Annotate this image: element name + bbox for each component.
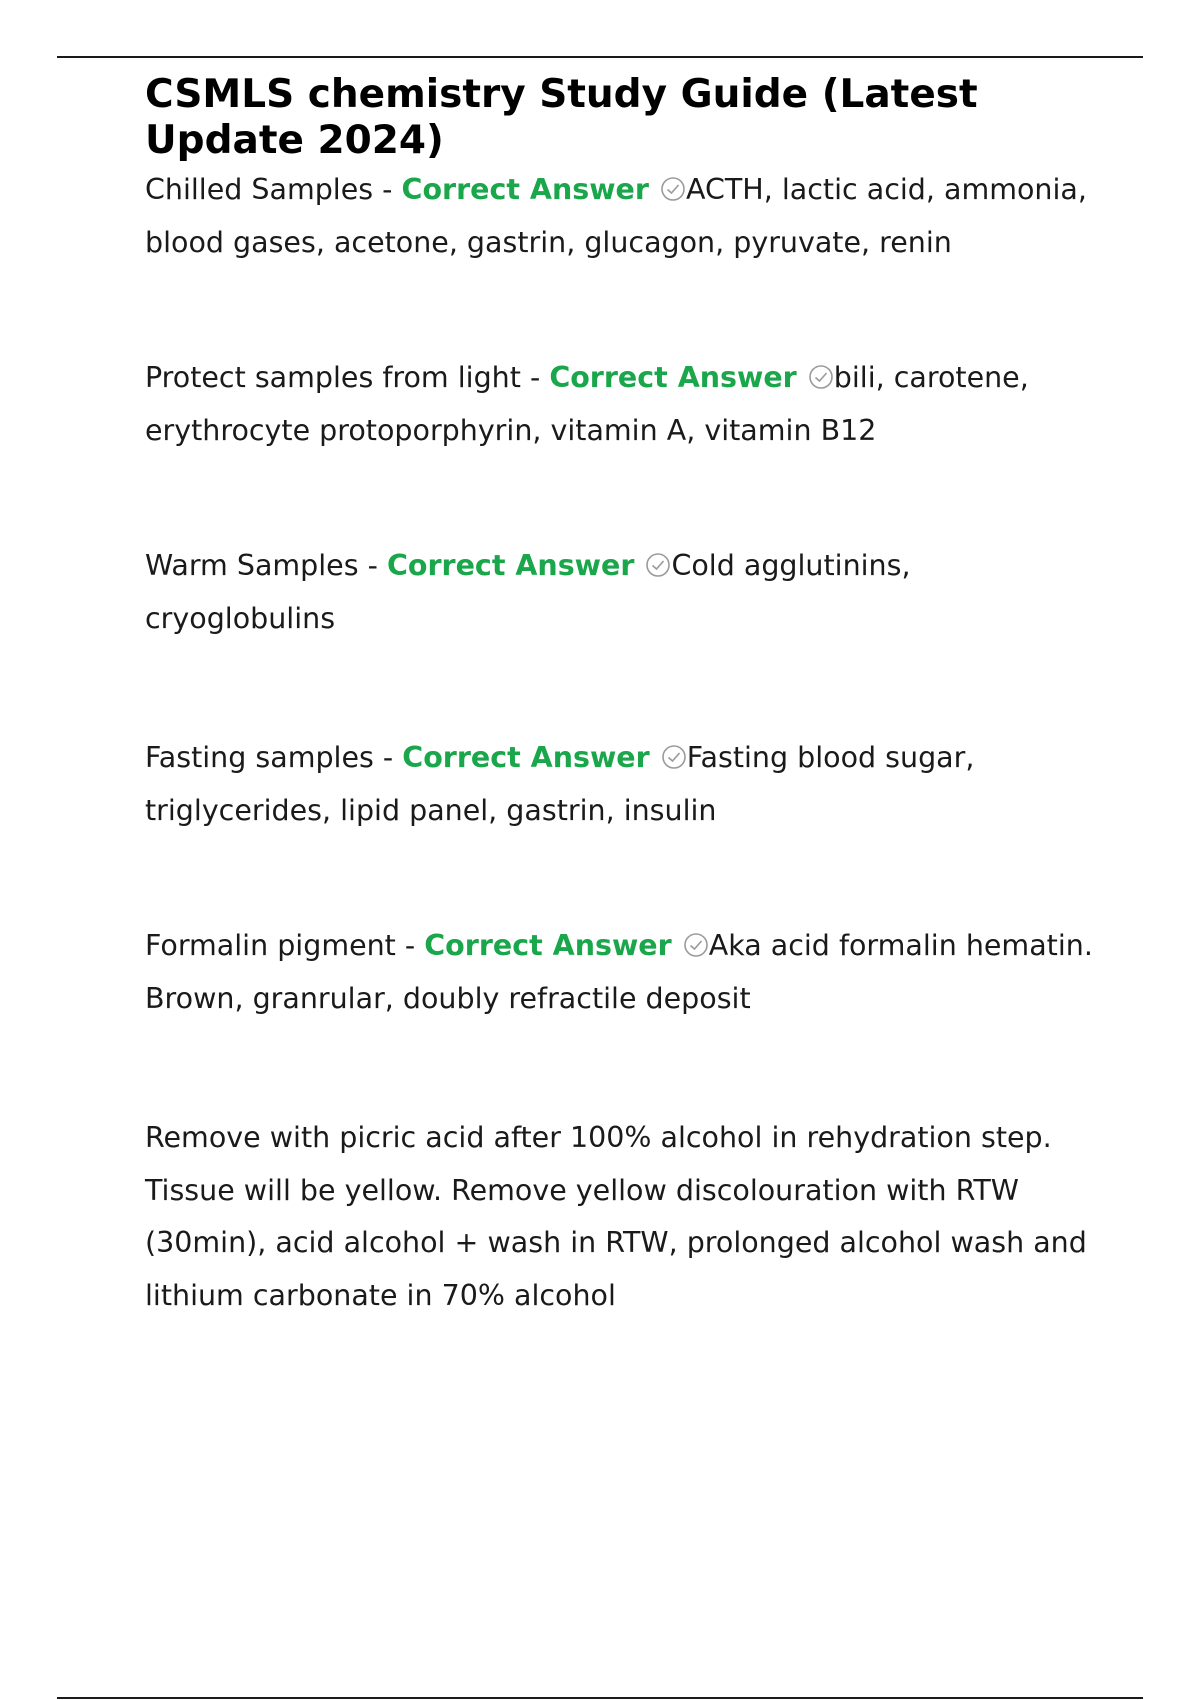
answer-label: Correct Answer [549,361,797,394]
question-text: Protect samples from light [145,361,521,394]
answer-text: bili, carotene, erythrocyte protoporphyrin, vitamin A, vitamin B12 [145,361,1029,447]
body-paragraph: Remove with picric acid after 100% alcohol in rehydration step. Tissue will be yellow. Remove yellow discolouration with RTW (30min), acid alcohol + wash in RTW, prolonged alcohol wash and lithium carbonate in 70% alcohol [145,1121,1087,1312]
check-circle-icon [645,552,671,578]
qa-entry-protect-from-light [145,352,1095,457]
qa-entry-warm-samples [145,540,1095,645]
answer-text: ACTH, lactic acid, ammonia, blood gases, acetone, gastrin, glucagon, pyruvate, renin [145,173,1087,259]
qa-entry-formalin-pigment [145,920,1095,1025]
qa-entry-fasting-samples [145,732,1095,837]
question-text: Formalin pigment [145,929,396,962]
separator: - [358,549,387,582]
check-circle-icon [808,364,834,390]
answer-text: Fasting blood sugar, triglycerides, lipid panel, gastrin, insulin [145,741,975,827]
separator: - [395,929,425,962]
top-rule [57,56,1143,58]
answer-label: Correct Answer [386,549,635,582]
check-circle-icon [661,744,687,770]
answer-text: Cold agglutinins, cryoglobulins [145,549,911,635]
separator: - [373,173,402,206]
qa-entry-chilled-samples [145,164,1095,269]
check-circle-icon [660,176,686,202]
separator: - [520,361,550,394]
answer-label: Correct Answer [424,929,672,962]
question-text: Warm Samples [145,549,359,582]
answer-text: Aka acid formalin hematin. Brown, granrular, doubly refractile deposit [145,929,1093,1015]
bottom-rule [57,1697,1143,1699]
separator: - [373,741,403,774]
answer-label: Correct Answer [401,173,649,206]
document-body [145,72,1095,1322]
check-circle-icon [683,932,709,958]
page-title: CSMLS chemistry Study Guide (Latest Update 2024) [145,72,978,163]
answer-label: Correct Answer [402,741,650,774]
question-text: Chilled Samples [145,173,374,206]
question-text: Fasting samples [145,741,374,774]
